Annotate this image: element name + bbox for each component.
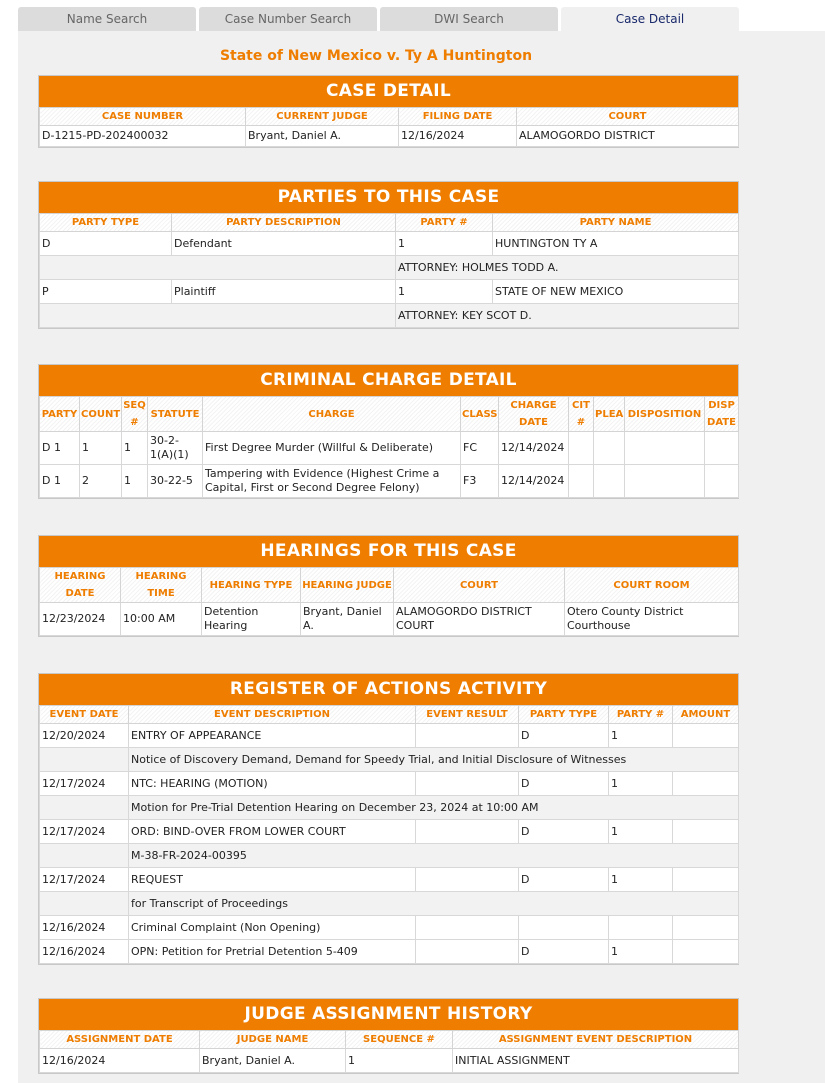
event-date: 12/16/2024: [40, 940, 129, 964]
assignment-date: 12/16/2024: [40, 1049, 200, 1073]
column-header: PLEA: [594, 397, 625, 432]
table-row: [40, 232, 739, 256]
column-header: SEQUENCE #: [346, 1031, 453, 1049]
charges-section: [38, 364, 739, 499]
column-header: FILING DATE: [399, 108, 517, 126]
hearing-court-room: Otero County District Courthouse: [565, 603, 739, 636]
case-detail-table: [39, 107, 739, 147]
event-note: Notice of Discovery Demand, Demand for Speedy Trial, and Initial Disclosure of Witnesses: [129, 748, 739, 772]
event-result: [416, 916, 519, 940]
column-header: PARTY #: [396, 214, 493, 232]
column-header: SEQ #: [122, 397, 148, 432]
party-type: P: [40, 280, 172, 304]
column-header: COURT ROOM: [565, 568, 739, 603]
column-header: PARTY TYPE: [519, 706, 609, 724]
attorney: ATTORNEY: HOLMES TODD A.: [396, 256, 739, 280]
event-party-type: D: [519, 940, 609, 964]
party-description: Defendant: [172, 232, 396, 256]
event-note-row: [40, 844, 739, 868]
table-row: [40, 1049, 739, 1073]
attorney: ATTORNEY: KEY SCOT D.: [396, 304, 739, 328]
column-header: DISP DATE: [705, 397, 739, 432]
case-detail-panel: [18, 31, 825, 1083]
charge-count: 2: [80, 465, 122, 498]
table-row: [40, 432, 739, 465]
event-amount: [673, 772, 739, 796]
table-row: [40, 724, 739, 748]
column-header: COURT: [394, 568, 565, 603]
column-header: COUNT: [80, 397, 122, 432]
event-party-type: D: [519, 868, 609, 892]
event-note-row: [40, 892, 739, 916]
column-header: COURT: [517, 108, 739, 126]
event-date: 12/17/2024: [40, 772, 129, 796]
court: ALAMOGORDO DISTRICT: [517, 126, 739, 147]
charge-plea: [594, 432, 625, 465]
section-header: PARTIES TO THIS CASE: [39, 182, 738, 213]
judge-name: Bryant, Daniel A.: [200, 1049, 346, 1073]
column-header: DISPOSITION: [625, 397, 705, 432]
charge-date: 12/14/2024: [499, 465, 569, 498]
event-date: 12/16/2024: [40, 916, 129, 940]
party-type: D: [40, 232, 172, 256]
attorney-row: [40, 256, 739, 280]
judge-assignment-section: [38, 998, 739, 1074]
column-header: ASSIGNMENT DATE: [40, 1031, 200, 1049]
column-header: PARTY #: [609, 706, 673, 724]
charge-date: 12/14/2024: [499, 432, 569, 465]
case-title: State of New Mexico v. Ty A Huntington: [219, 48, 533, 64]
event-description: OPN: Petition for Pretrial Detention 5-409: [129, 940, 416, 964]
charge-description: First Degree Murder (Willful & Deliberate): [203, 432, 461, 465]
section-header: CASE DETAIL: [39, 76, 738, 107]
column-header: CHARGE: [203, 397, 461, 432]
charge-disposition: [625, 432, 705, 465]
table-row: [40, 820, 739, 844]
tab-case-detail[interactable]: Case Detail: [561, 7, 739, 31]
table-row: [40, 868, 739, 892]
column-header: CLASS: [461, 397, 499, 432]
column-header: EVENT RESULT: [416, 706, 519, 724]
event-party-number: 1: [609, 820, 673, 844]
tab-dwi-search[interactable]: DWI Search: [380, 7, 558, 31]
column-header: CURRENT JUDGE: [246, 108, 399, 126]
event-party-number: 1: [609, 724, 673, 748]
section-header: REGISTER OF ACTIONS ACTIVITY: [39, 674, 738, 705]
event-party-type: D: [519, 772, 609, 796]
event-amount: [673, 820, 739, 844]
charge-statute: 30-22-5: [148, 465, 203, 498]
event-note: Motion for Pre-Trial Detention Hearing on December 23, 2024 at 10:00 AM: [129, 796, 739, 820]
hearing-court: ALAMOGORDO DISTRICT COURT: [394, 603, 565, 636]
parties-table: [39, 213, 739, 328]
column-header: PARTY TYPE: [40, 214, 172, 232]
table-row: [40, 465, 739, 498]
charge-cit: [569, 465, 594, 498]
event-result: [416, 940, 519, 964]
judge-assignment-table: [39, 1030, 739, 1073]
column-header: EVENT DATE: [40, 706, 129, 724]
event-note-row: [40, 748, 739, 772]
table-row: [40, 126, 739, 147]
column-header: EVENT DESCRIPTION: [129, 706, 416, 724]
event-party-type: D: [519, 820, 609, 844]
table-row: [40, 772, 739, 796]
event-note: for Transcript of Proceedings: [129, 892, 739, 916]
sequence-number: 1: [346, 1049, 453, 1073]
event-date: 12/20/2024: [40, 724, 129, 748]
event-date: 12/17/2024: [40, 868, 129, 892]
column-header: PARTY: [40, 397, 80, 432]
charge-class: F3: [461, 465, 499, 498]
event-amount: [673, 916, 739, 940]
event-party-number: 1: [609, 772, 673, 796]
hearings-section: [38, 535, 739, 637]
column-header: CHARGE DATE: [499, 397, 569, 432]
column-header: HEARING DATE: [40, 568, 121, 603]
tab-name-search[interactable]: Name Search: [18, 7, 196, 31]
charge-cit: [569, 432, 594, 465]
event-result: [416, 772, 519, 796]
charge-party: D 1: [40, 432, 80, 465]
case-number: D-1215-PD-202400032: [40, 126, 246, 147]
hearing-type: Detention Hearing: [202, 603, 301, 636]
column-header: PARTY NAME: [493, 214, 739, 232]
event-description: ORD: BIND-OVER FROM LOWER COURT: [129, 820, 416, 844]
hearing-time: 10:00 AM: [121, 603, 202, 636]
event-note-row: [40, 796, 739, 820]
event-amount: [673, 868, 739, 892]
tab-case-number-search[interactable]: Case Number Search: [199, 7, 377, 31]
event-description: REQUEST: [129, 868, 416, 892]
section-header: HEARINGS FOR THIS CASE: [39, 536, 738, 567]
event-note: M-38-FR-2024-00395: [129, 844, 739, 868]
filing-date: 12/16/2024: [399, 126, 517, 147]
party-number: 1: [396, 232, 493, 256]
column-header: HEARING TYPE: [202, 568, 301, 603]
charge-disp-date: [705, 432, 739, 465]
charge-seq: 1: [122, 465, 148, 498]
event-party-number: 1: [609, 940, 673, 964]
register-of-actions-table: [39, 705, 739, 964]
charge-count: 1: [80, 432, 122, 465]
event-amount: [673, 940, 739, 964]
charge-description: Tampering with Evidence (Highest Crime a Capital, First or Second Degree Felony): [203, 465, 461, 498]
charge-disp-date: [705, 465, 739, 498]
event-result: [416, 868, 519, 892]
section-header: JUDGE ASSIGNMENT HISTORY: [39, 999, 738, 1030]
charge-plea: [594, 465, 625, 498]
column-header: JUDGE NAME: [200, 1031, 346, 1049]
assignment-event-description: INITIAL ASSIGNMENT: [453, 1049, 739, 1073]
table-row: [40, 916, 739, 940]
event-description: NTC: HEARING (MOTION): [129, 772, 416, 796]
column-header: PARTY DESCRIPTION: [172, 214, 396, 232]
charge-class: FC: [461, 432, 499, 465]
party-description: Plaintiff: [172, 280, 396, 304]
case-detail-section: [38, 75, 739, 148]
register-of-actions-section: [38, 673, 739, 965]
hearings-table: [39, 567, 739, 636]
party-name: STATE OF NEW MEXICO: [493, 280, 739, 304]
attorney-row: [40, 304, 739, 328]
charge-seq: 1: [122, 432, 148, 465]
section-header: CRIMINAL CHARGE DETAIL: [39, 365, 738, 396]
charge-disposition: [625, 465, 705, 498]
parties-section: [38, 181, 739, 329]
table-row: [40, 280, 739, 304]
table-row: [40, 603, 739, 636]
event-amount: [673, 724, 739, 748]
event-party-number: 1: [609, 868, 673, 892]
party-name: HUNTINGTON TY A: [493, 232, 739, 256]
column-header: HEARING JUDGE: [301, 568, 394, 603]
hearing-judge: Bryant, Daniel A.: [301, 603, 394, 636]
event-description: ENTRY OF APPEARANCE: [129, 724, 416, 748]
event-party-type: D: [519, 724, 609, 748]
column-header: AMOUNT: [673, 706, 739, 724]
charges-table: [39, 396, 739, 498]
event-party-type: [519, 916, 609, 940]
column-header: CASE NUMBER: [40, 108, 246, 126]
charge-statute: 30-2-1(A)(1): [148, 432, 203, 465]
event-result: [416, 724, 519, 748]
hearing-date: 12/23/2024: [40, 603, 121, 636]
current-judge: Bryant, Daniel A.: [246, 126, 399, 147]
column-header: CIT #: [569, 397, 594, 432]
table-row: [40, 940, 739, 964]
event-description: Criminal Complaint (Non Opening): [129, 916, 416, 940]
charge-party: D 1: [40, 465, 80, 498]
column-header: HEARING TIME: [121, 568, 202, 603]
event-date: 12/17/2024: [40, 820, 129, 844]
event-result: [416, 820, 519, 844]
party-number: 1: [396, 280, 493, 304]
event-party-number: [609, 916, 673, 940]
column-header: ASSIGNMENT EVENT DESCRIPTION: [453, 1031, 739, 1049]
column-header: STATUTE: [148, 397, 203, 432]
